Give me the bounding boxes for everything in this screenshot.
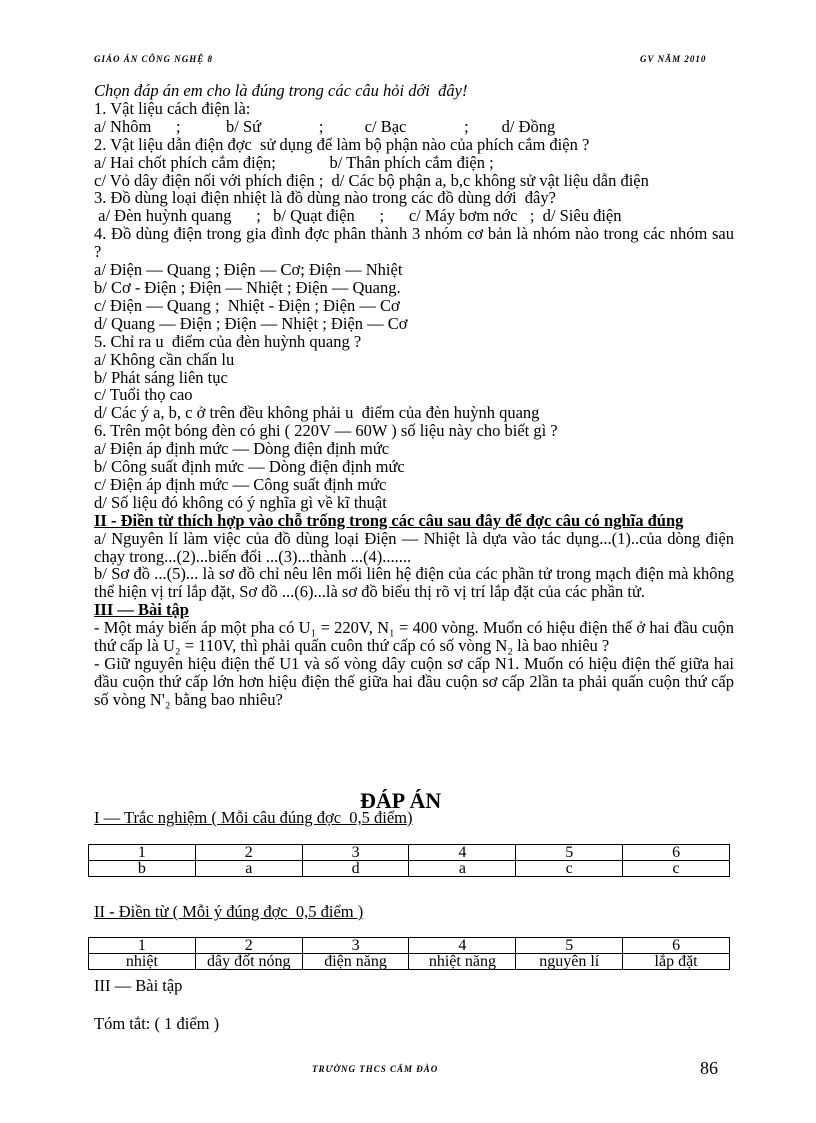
fill-item: a/ Nguyên lí làm việc của đồ dùng loại Điện — Nhiệt là dựa vào tác dụng...(1)..của dòng điện chạy trong...(2)...biến đổi ...(3)...thành ...(4).......: [94, 528, 734, 566]
table-cell: 6: [623, 845, 730, 861]
question-line: d/ Số liệu đó không có ý nghĩa gì về kĩ thuật: [94, 492, 387, 512]
question-line: a/ Nhôm ; b/ Sứ ; c/ Bạc ; d/ Đồng: [94, 116, 556, 136]
table-cell: 2: [195, 938, 302, 954]
question-line: 3. Đồ dùng loại điện nhiệt là đồ dùng nào trong các đồ dùng dới đây?: [94, 188, 556, 208]
table-cell: 1: [89, 845, 196, 861]
table-cell: điện năng: [302, 954, 409, 970]
header-left: GIÁO ÁN CÔNG NGHỆ 8: [94, 54, 214, 64]
question-line: a/ Hai chốt phích cắm điện; b/ Thân phích cắm điện ;: [94, 152, 494, 172]
question-line: d/ Các ý a, b, c ở trên đều không phải u điểm của đèn huỳnh quang: [94, 403, 540, 423]
table-cell: 2: [195, 845, 302, 861]
question-line: c/ Tuổi thọ cao: [94, 385, 193, 405]
table-cell: lắp đặt: [623, 954, 730, 970]
table-cell: 4: [409, 938, 516, 954]
table-cell: 3: [302, 938, 409, 954]
exercise-2: - Giữ nguyên hiệu điện thế U1 và số vòng dây cuộn sơ cấp N1. Muốn có hiệu điện thế giữa hai đầu cuộn thứ cấp lớn hơn hiệu điện thế giữa hai đầu cuộn sơ cấp 2lần ta phải quấn cuộn thứ cấp số vòng N'₂ bằng bao nhiêu?: [94, 654, 734, 709]
question-line: 5. Chỉ ra u điểm của đèn huỳnh quang ?: [94, 331, 362, 351]
summary-label: Tóm tắt: ( 1 điểm ): [94, 1014, 220, 1033]
table-cell: a: [195, 861, 302, 877]
table-cell: d: [302, 861, 409, 877]
question-line: a/ Điện áp định mức — Dòng điện định mức: [94, 439, 390, 459]
page-number: 86: [700, 1058, 718, 1078]
answer-key-title: ĐÁP ÁN: [360, 788, 442, 813]
footer-school: TRƯỜNG THCS CẨM ĐÀO: [312, 1064, 439, 1074]
question-line: c/ Điện áp định mức — Công suất định mức: [94, 474, 387, 494]
exercise-1: - Một máy biến áp một pha có U₁ = 220V, N₁ = 400 vòng. Muốn có hiệu điện thế ở hai đầu cuộn thứ cấp là U₂ = 110V, thì phải quấn cuôn thứ cấp có số vòng N₂ là bao nhiêu ?: [94, 618, 734, 656]
section-3-title: III — Bài tập: [94, 600, 189, 620]
header-right: GV NĂM 2010: [640, 54, 707, 64]
answer-part2-label: II - Điền từ ( Mỗi ý đúng đợc 0,5 điểm ): [94, 902, 364, 921]
table-cell: 5: [516, 845, 623, 861]
table-cell: nhiệt năng: [409, 954, 516, 970]
instruction: Chọn đáp án em cho là đúng trong các câu hỏi dới đây!: [94, 81, 468, 100]
question-line: b/ Công suất định mức — Dòng điện định mức: [94, 457, 405, 477]
answer-table-2: [88, 937, 730, 970]
question-line: 6. Trên một bóng đèn có ghi ( 220V — 60W ) số liệu này cho biết gì ?: [94, 421, 558, 441]
table-cell: c: [516, 861, 623, 877]
question-line: 1. Vật liệu cách điện là:: [94, 98, 251, 118]
section-2-title: II - Điền từ thích hợp vào chỗ trống trong các câu sau đây để đợc câu có nghĩa đúng: [94, 510, 684, 530]
table-row: [89, 954, 730, 970]
question-line: c/ Vỏ dây điện nối với phích điện ; d/ Các bộ phận a, b,c không sử vật liệu dẫn điện: [94, 170, 649, 190]
table-row: [89, 938, 730, 954]
question-line: c/ Điện — Quang ; Nhiệt - Điện ; Điện — Cơ: [94, 295, 400, 315]
answer-table-1: [88, 844, 730, 877]
table-cell: 6: [623, 938, 730, 954]
table-row: [89, 845, 730, 861]
table-cell: 1: [89, 938, 196, 954]
table-cell: c: [623, 861, 730, 877]
document-body: [94, 82, 734, 709]
question-line: d/ Quang — Điện ; Điện — Nhiệt ; Điện — Cơ: [94, 313, 408, 333]
question-line: 2. Vật liệu dẫn điện đợc sử dụng để làm bộ phận nào của phích cắm điện ?: [94, 134, 590, 154]
table-cell: 3: [302, 845, 409, 861]
answer-part3-label: III — Bài tập: [94, 976, 183, 995]
answer-part1-label: I — Trắc nghiệm ( Mỗi câu đúng đợc 0,5 điểm): [94, 808, 413, 827]
table-cell: 4: [409, 845, 516, 861]
question-line: a/ Không cần chấn lu: [94, 349, 235, 369]
question-line: a/ Đèn huỳnh quang ; b/ Quạt điện ; c/ Máy bơm nớc ; d/ Siêu điện: [94, 206, 622, 226]
question-4: 4. Đồ dùng điện trong gia đình đợc phân thành 3 nhóm cơ bản là nhóm nào trong các nhóm sau ?: [94, 224, 734, 262]
question-line: b/ Phát sáng liên tục: [94, 367, 228, 387]
table-cell: 5: [516, 938, 623, 954]
table-cell: nguyên lí: [516, 954, 623, 970]
fill-item: b/ Sơ đồ ...(5)... là sơ đồ chỉ nêu lên mối liên hệ điện của các phần tử trong mạch điện mà không thể hiện vị trí lắp đặt, Sơ đồ ...(6)...là sơ đồ biểu thị rõ vị trí lắp đặt của các phần tử.: [94, 564, 734, 602]
table-cell: dây đốt nóng: [195, 954, 302, 970]
table-cell: nhiệt: [89, 954, 196, 970]
question-line: b/ Cơ - Điện ; Điện — Nhiệt ; Điện — Quang.: [94, 277, 401, 297]
table-row: [89, 861, 730, 877]
question-line: a/ Điện — Quang ; Điện — Cơ; Điện — Nhiệt: [94, 260, 403, 280]
table-cell: a: [409, 861, 516, 877]
table-cell: b: [89, 861, 196, 877]
